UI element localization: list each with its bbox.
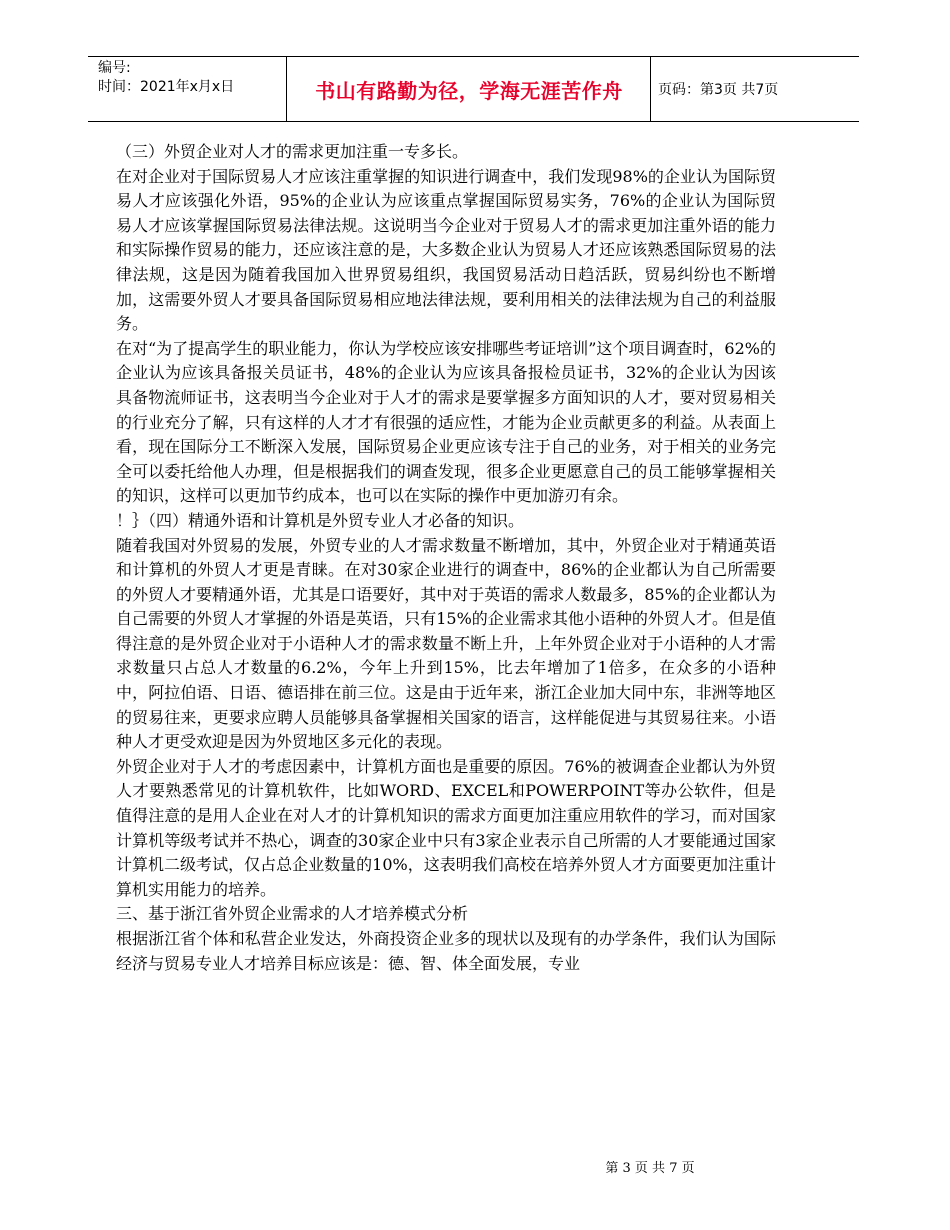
header-number-label: 编号: (98, 60, 131, 76)
header-meta (98, 59, 288, 97)
paragraph-training-goal: 根据浙江省个体和私营企业发达，外商投资企业多的现状以及现有的办学条件，我们认为国际经济与贸易专业人才培养目标应该是：德、智、体全面发展，专业 (116, 929, 776, 973)
section-heading-part-three: 三、基于浙江省外贸企业需求的人才培养模式分析 (116, 904, 469, 924)
header-page-info: 页码：第3页 共7页 (658, 82, 779, 98)
footer-page-number: 第 3 页 共 7 页 (605, 1161, 695, 1176)
header-divider-right (650, 57, 651, 121)
header-motto: 书山有路勤为径，学海无涯苦作舟 (315, 78, 623, 103)
document-body (116, 140, 776, 976)
paragraph-computer-demand: 外贸企业对于人才的考虑因素中，计算机方面也是重要的原因。76%的被调查企业都认为外贸人才要熟悉常见的计算机软件，比如WORD、EXCEL和POWERPOINT等办公软件，但是值得注意的是用人企业在对人才的计算机知识的需求方面更加注重应用软件的学习，而对国家计算机等级考试并不热心，调查的30家企业中只有3家企业表示自己所需的人才要能通过国家计算机二级考试，仅占总企业数量的10%，这表明我们高校在培养外贸人才方面要更加注重计算机实用能力的培养。 (116, 756, 776, 899)
paragraph-language-demand: 随着我国对外贸易的发展，外贸专业的人才需求数量不断增加，其中，外贸企业对于精通英语和计算机的外贸人才更是青睐。在对30家企业进行的调查中，86%的企业都认为自己所需要的外贸人才要精通外语，尤其是口语要好，其中对于英语的需求人数最多，85%的企业都认为自己需要的外贸人才掌握的外语是英语，只有15%的企业需求其他小语种的外贸人才。但是值得注意的是外贸企业对于小语种人才的需求数量不断上升，上年外贸企业对于小语种的人才需求数量只占总人才数量的6.2%，今年上升到15%，比去年增加了1倍多，在众多的小语种中，阿拉伯语、日语、德语排在前三位。这是由于近年来，浙江企业加大同中东，非洲等地区的贸易往来，更要求应聘人员能够具备掌握相关国家的语言，这样能促进与其贸易往来。小语种人才更受欢迎是因为外贸地区多元化的表现。 (116, 535, 776, 752)
page-footer (0, 1157, 950, 1176)
paragraph-certificate-survey: 在对“为了提高学生的职业能力，你认为学校应该安排哪些考证培训”这个项目调查时，62%的企业认为应该具备报关员证书，48%的企业认为应该具备报检员证书，32%的企业认为因该具备物流师证书，这表明当今企业对于人才的需求是要掌握多方面知识的人才，要对贸易相关的行业充分了解，只有这样的人才才有很强的适应性，才能为企业贡献更多的利益。从表面上看，现在国际分工不断深入发展，国际贸易企业更应该专注于自己的业务，对于相关的业务完全可以委托给他人办理，但是根据我们的调查发现，很多企业更愿意自己的员工能够掌握相关的知识，这样可以更加节约成本，也可以在实际的操作中更加游刃有余。 (116, 338, 776, 506)
header-divider-left (286, 57, 287, 121)
section-heading-four: ！｝（四）精通外语和计算机是外贸专业人才必备的知识。 (116, 510, 525, 530)
paragraph-knowledge-survey: 在对企业对于国际贸易人才应该注重掌握的知识进行调查中，我们发现98%的企业认为国际贸易人才应该强化外语，95%的企业认为应该重点掌握国际贸易实务，76%的企业认为国际贸易人才应该掌握国际贸易法律法规。这说明当今企业对于贸易人才的需求更加注重外语的能力和实际操作贸易的能力，还应该注意的是，大多数企业认为贸易人才还应该熟悉国际贸易的法律法规，这是因为随着我国加入世界贸易组织，我国贸易活动日趋活跃，贸易纠纷也不断增加，这需要外贸人才要具备国际贸易相应地法律法规，要利用相关的法律法规为自己的利益服务。 (116, 166, 776, 334)
section-heading-three: （三）外贸企业对人才的需求更加注重一专多长。 (116, 142, 469, 161)
header-time-label: 时间：2021年x月x日 (98, 79, 235, 95)
page-header (88, 56, 859, 122)
